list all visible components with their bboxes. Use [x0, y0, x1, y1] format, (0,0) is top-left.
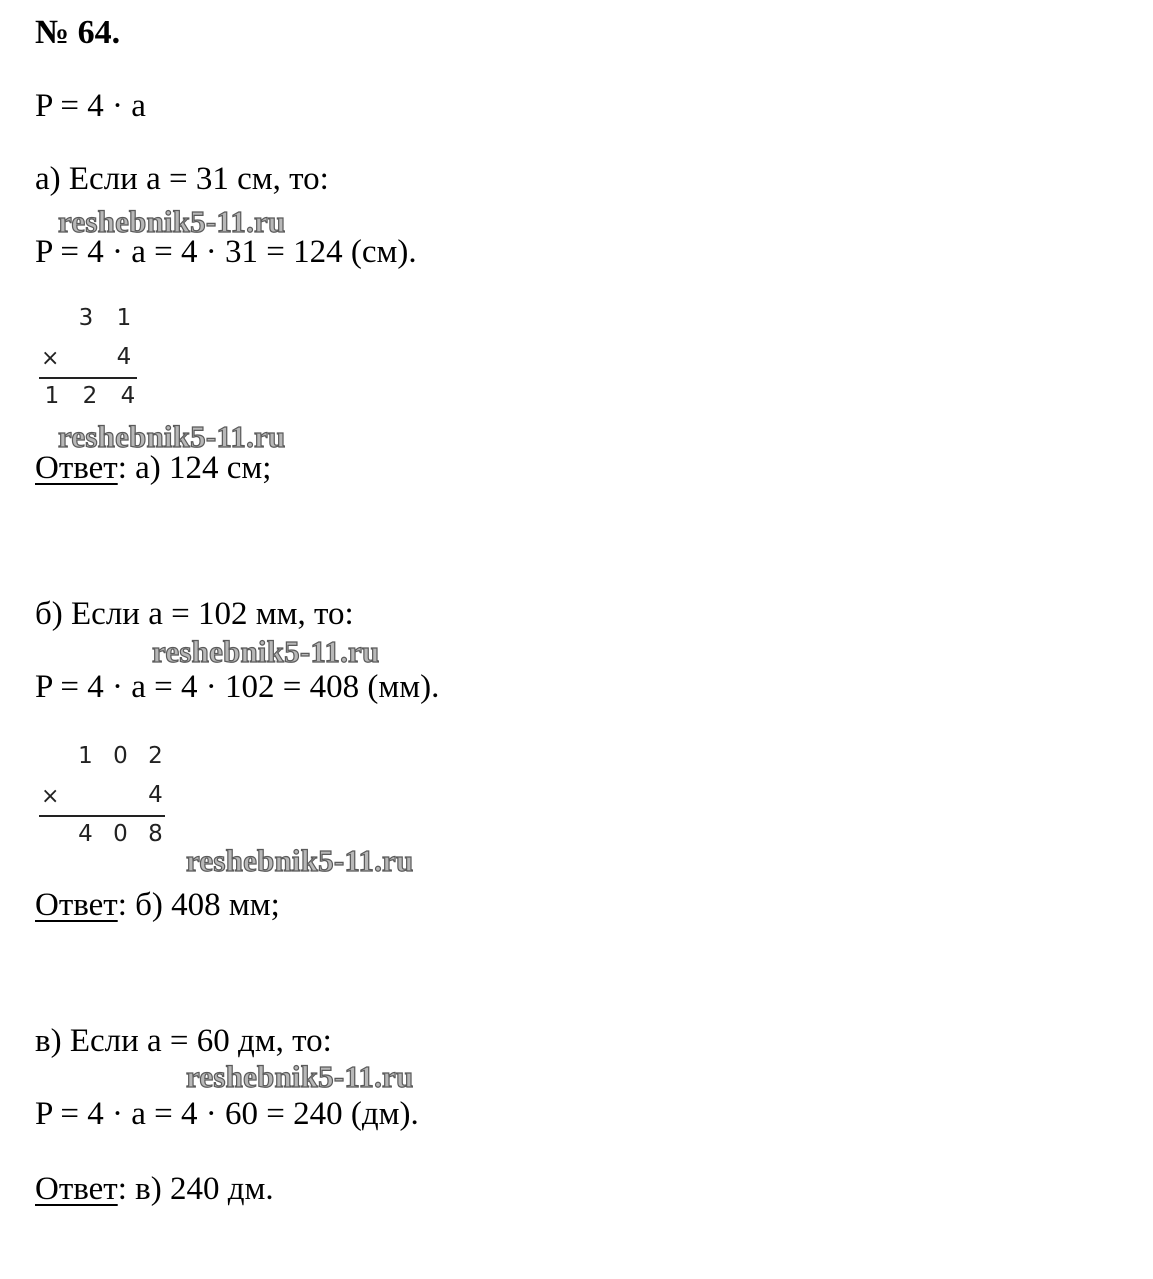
part-b-condition: б) Если a = 102 мм, то: — [35, 596, 354, 632]
part-c-condition: в) Если a = 60 дм, то: — [35, 1023, 332, 1059]
multiply-sign: × — [41, 784, 60, 809]
part-b-computation: P = 4 · a = 4 · 102 = 408 (мм). — [35, 669, 440, 705]
result-line — [39, 377, 137, 379]
answer-label: Ответ — [35, 1171, 118, 1207]
digit: 0 — [113, 821, 128, 847]
answer-text: : а) 124 см; — [117, 450, 272, 486]
watermark: reshebnik5-11.ru — [58, 204, 286, 239]
part-a-condition: а) Если a = 31 см, то: — [35, 161, 329, 197]
answer-text: : в) 240 дм. — [117, 1171, 274, 1207]
formula: P = 4 · a — [35, 88, 146, 124]
digit: 1 — [116, 305, 132, 331]
part-c-computation: P = 4 · a = 4 · 60 = 240 (дм). — [35, 1096, 419, 1132]
answer-text: : б) 408 мм; — [117, 887, 280, 923]
digit: 8 — [148, 821, 163, 847]
answer-label: Ответ — [35, 887, 118, 923]
digit: 2 — [148, 743, 163, 769]
digit: 3 — [78, 305, 94, 331]
watermark: reshebnik5-11.ru — [152, 634, 380, 669]
part-a-answer — [35, 450, 271, 487]
digit: 2 — [82, 383, 98, 409]
problem-number: № 64. — [35, 14, 121, 51]
digit: 4 — [78, 821, 93, 847]
result-line — [39, 815, 165, 817]
answer-label: Ответ — [35, 450, 118, 486]
part-c-answer — [35, 1171, 274, 1208]
digit: 4 — [148, 782, 163, 808]
digit: 4 — [116, 344, 132, 370]
part-a-column-multiplication — [35, 305, 145, 415]
watermark: reshebnik5-11.ru — [186, 843, 414, 878]
watermark: reshebnik5-11.ru — [186, 1059, 414, 1094]
digit: 4 — [120, 383, 136, 409]
digit: 1 — [78, 743, 93, 769]
digit: 0 — [113, 743, 128, 769]
multiply-sign: × — [41, 346, 60, 371]
part-b-column-multiplication — [35, 743, 175, 853]
part-b-answer — [35, 887, 280, 924]
part-a-computation: P = 4 · a = 4 · 31 = 124 (см). — [35, 234, 417, 270]
digit: 1 — [44, 383, 60, 409]
watermark: reshebnik5-11.ru — [58, 419, 286, 454]
